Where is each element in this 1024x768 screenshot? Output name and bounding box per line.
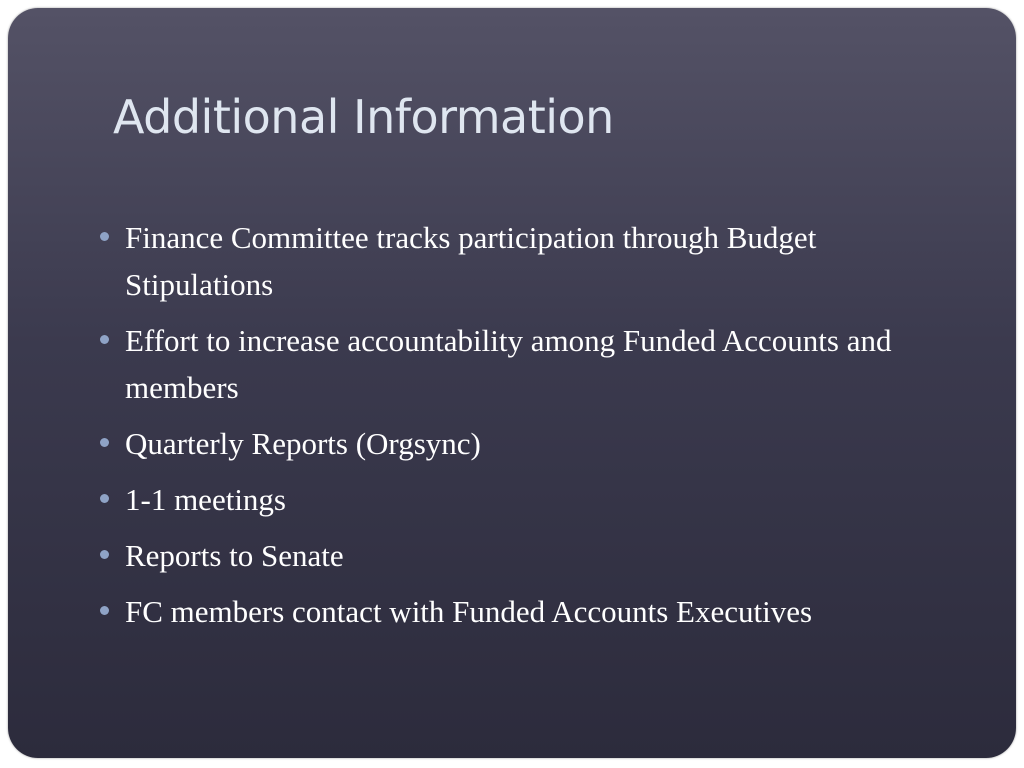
bullet-item xyxy=(100,420,960,467)
bullet-text: FC members contact with Funded Accounts Executives xyxy=(125,594,813,629)
bullet-text: Quarterly Reports (Orgsync) xyxy=(125,426,481,461)
bullet-item xyxy=(100,588,960,635)
bullet-dot-icon xyxy=(100,438,109,447)
bullet-item xyxy=(100,476,960,523)
bullet-item xyxy=(100,317,960,411)
bullet-dot-icon xyxy=(100,550,109,559)
bullet-dot-icon xyxy=(100,335,109,344)
bullet-dot-icon xyxy=(100,494,109,503)
slide-title: Additional Information xyxy=(113,90,614,144)
slide xyxy=(8,8,1016,758)
bullet-text: Reports to Senate xyxy=(125,538,344,573)
bullet-text: Effort to increase accountability among Funded Accounts and members xyxy=(125,323,892,405)
bullet-text: Finance Committee tracks participation through Budget Stipulations xyxy=(125,220,817,302)
bullet-dot-icon xyxy=(100,232,109,241)
bullet-item xyxy=(100,532,960,579)
bullet-text: 1-1 meetings xyxy=(125,482,286,517)
bullet-list xyxy=(100,214,960,644)
bullet-item xyxy=(100,214,960,308)
bullet-dot-icon xyxy=(100,606,109,615)
